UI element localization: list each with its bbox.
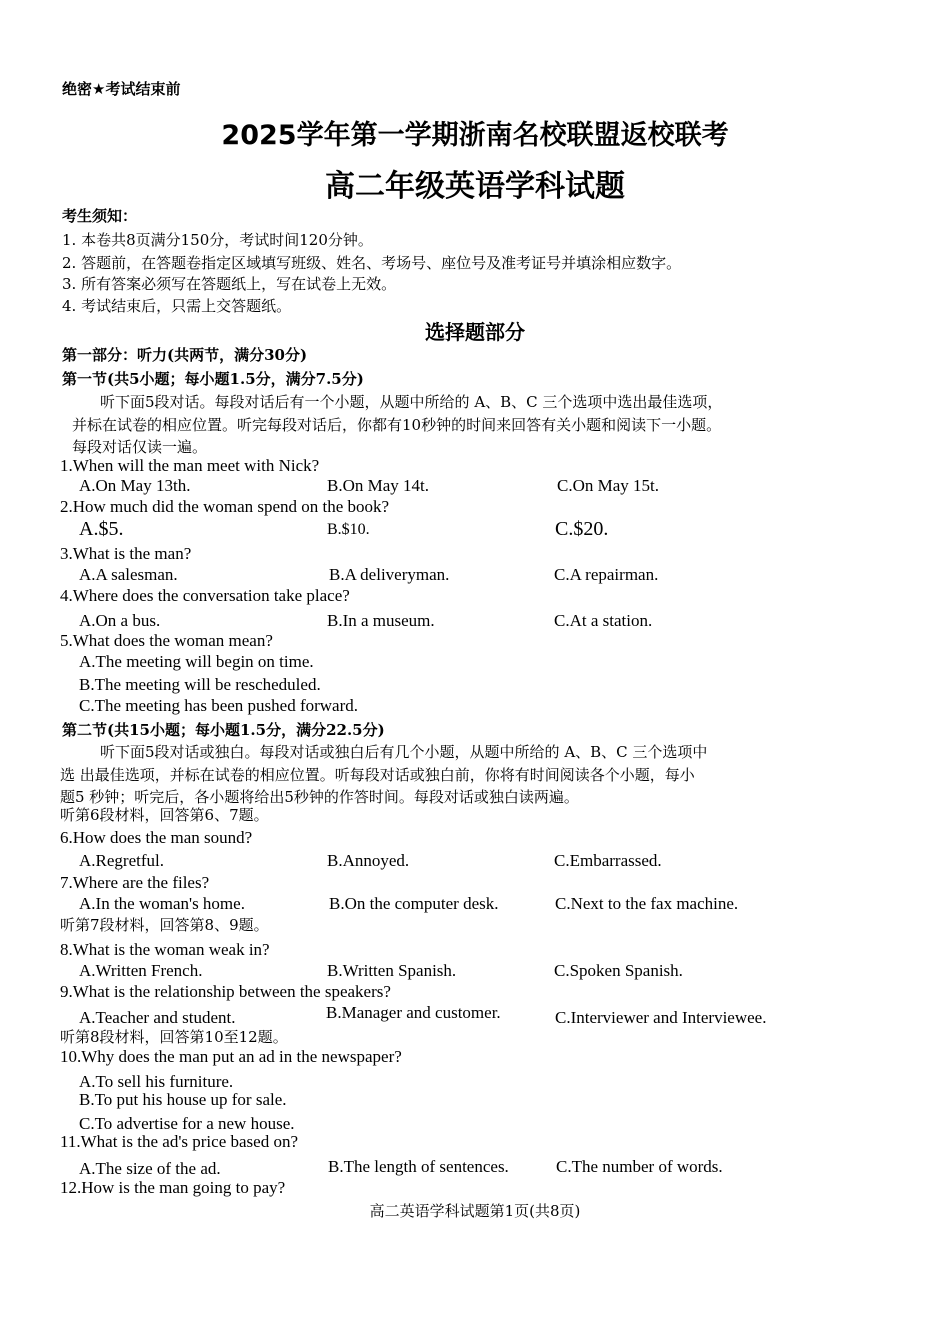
option-a: A.On a bus.	[79, 611, 161, 630]
material-instruction: 听第6段材料，回答第6、7题。	[60, 806, 269, 824]
question-stem: 4.Where does the conversation take place?	[60, 586, 350, 605]
option-c: C.Spoken Spanish.	[554, 961, 683, 980]
option-b: B.To put his house up for sale.	[79, 1090, 287, 1109]
option-b: B.The meeting will be rescheduled.	[79, 675, 321, 694]
section2-instructions: 听下面5段对话或独白。每段对话或独白后有几个小题，从题中所给的 A、B、C 三个选项中	[100, 743, 708, 761]
section2-instructions: 选 出最佳选项，并标在试卷的相应位置。听每段对话或独白前，你将有时间阅读各个小题，每小	[60, 766, 695, 784]
option-b: B.$10.	[327, 521, 370, 538]
option-c: C.Next to the fax machine.	[555, 894, 739, 913]
option-a: A.The size of the ad.	[79, 1159, 221, 1178]
option-b: B.Annoyed.	[327, 851, 410, 870]
option-a: A.A salesman.	[79, 565, 178, 584]
option-b: B.The length of sentences.	[328, 1157, 509, 1176]
option-c: C.The meeting has been pushed forward.	[79, 696, 358, 715]
option-a: A.Teacher and student.	[79, 1008, 236, 1027]
section-title: 选择题部分	[425, 320, 525, 344]
question-stem: 7.Where are the files?	[60, 873, 210, 892]
option-a: A.To sell his furniture.	[79, 1072, 234, 1091]
material-instruction: 听第7段材料，回答第8、9题。	[60, 916, 269, 934]
section1-instructions: 每段对话仅读一遍。	[72, 438, 208, 456]
notice-item: 2. 答题前，在答题卷指定区域填写班级、姓名、考场号、座位号及准考证号并填涂相应数字。	[62, 254, 682, 272]
option-a: A.Written French.	[79, 961, 203, 980]
question-stem: 3.What is the man?	[60, 544, 192, 563]
option-c: C.The number of words.	[556, 1157, 723, 1176]
section1-instructions: 并标在试卷的相应位置。听完每段对话后，你都有10秒钟的时间来回答有关小题和阅读下一小题。	[72, 416, 722, 434]
section1-instructions: 听下面5段对话。每段对话后有一个小题，从题中所给的 A、B、C 三个选项中选出最佳选项，	[100, 393, 723, 411]
option-c: C.At a station.	[554, 611, 653, 630]
exam-title: 2025学年第一学期浙南名校联盟返校联考	[221, 120, 729, 151]
question-stem: 12.How is the man going to pay?	[60, 1178, 286, 1197]
option-c: C.To advertise for a new house.	[79, 1114, 295, 1133]
option-a: A.The meeting will begin on time.	[79, 652, 314, 671]
question-stem: 9.What is the relationship between the speakers?	[60, 982, 391, 1001]
option-a: A.In the woman's home.	[79, 894, 245, 913]
notice-item: 3. 所有答案必须写在答题纸上，写在试卷上无效。	[62, 275, 397, 293]
option-a: A.$5.	[79, 518, 124, 540]
question-stem: 5.What does the woman mean?	[60, 631, 273, 650]
notice-item: 4. 考试结束后，只需上交答题纸。	[62, 297, 292, 315]
option-b: B.Manager and customer.	[326, 1003, 501, 1022]
question-stem: 1.When will the man meet with Nick?	[60, 456, 320, 475]
option-b: B.Written Spanish.	[327, 961, 457, 980]
question-stem: 8.What is the woman weak in?	[60, 940, 270, 959]
part1-heading: 第一部分：听力(共两节，满分30分)	[62, 346, 308, 364]
exam-subtitle: 高二年级英语学科试题	[325, 169, 625, 204]
notice-heading: 考生须知：	[62, 207, 138, 225]
option-b: B.A deliveryman.	[329, 565, 450, 584]
option-c: C.On May 15t.	[557, 476, 659, 495]
option-b: B.In a museum.	[327, 611, 435, 630]
confidential-label: 绝密★考试结束前	[62, 80, 181, 98]
option-b: B.On the computer desk.	[329, 894, 499, 913]
notice-item: 1. 本卷共8页满分150分，考试时间120分钟。	[62, 231, 373, 249]
option-c: C.Embarrassed.	[554, 851, 662, 870]
option-b: B.On May 14t.	[327, 476, 429, 495]
section2-instructions: 题5 秒钟；听完后，各小题将给出5秒钟的作答时间。每段对话或独白读两遍。	[60, 788, 579, 806]
option-c: C.$20.	[555, 518, 609, 540]
question-stem: 6.How does the man sound?	[60, 828, 253, 847]
question-stem: 2.How much did the woman spend on the book?	[60, 497, 390, 516]
section1-heading: 第一节(共5小题；每小题1.5分，满分7.5分)	[62, 370, 364, 388]
page-footer: 高二英语学科试题第1页(共8页)	[369, 1202, 581, 1220]
option-c: C.Interviewer and Interviewee.	[555, 1008, 767, 1027]
section2-heading: 第二节(共15小题；每小题1.5分，满分22.5分)	[62, 721, 385, 739]
option-a: A.Regretful.	[79, 851, 164, 870]
question-stem: 11.What is the ad's price based on?	[60, 1132, 298, 1151]
option-c: C.A repairman.	[554, 565, 659, 584]
material-instruction: 听第8段材料，回答第10至12题。	[60, 1028, 288, 1046]
option-a: A.On May 13th.	[79, 476, 191, 495]
question-stem: 10.Why does the man put an ad in the newspaper?	[60, 1047, 402, 1066]
